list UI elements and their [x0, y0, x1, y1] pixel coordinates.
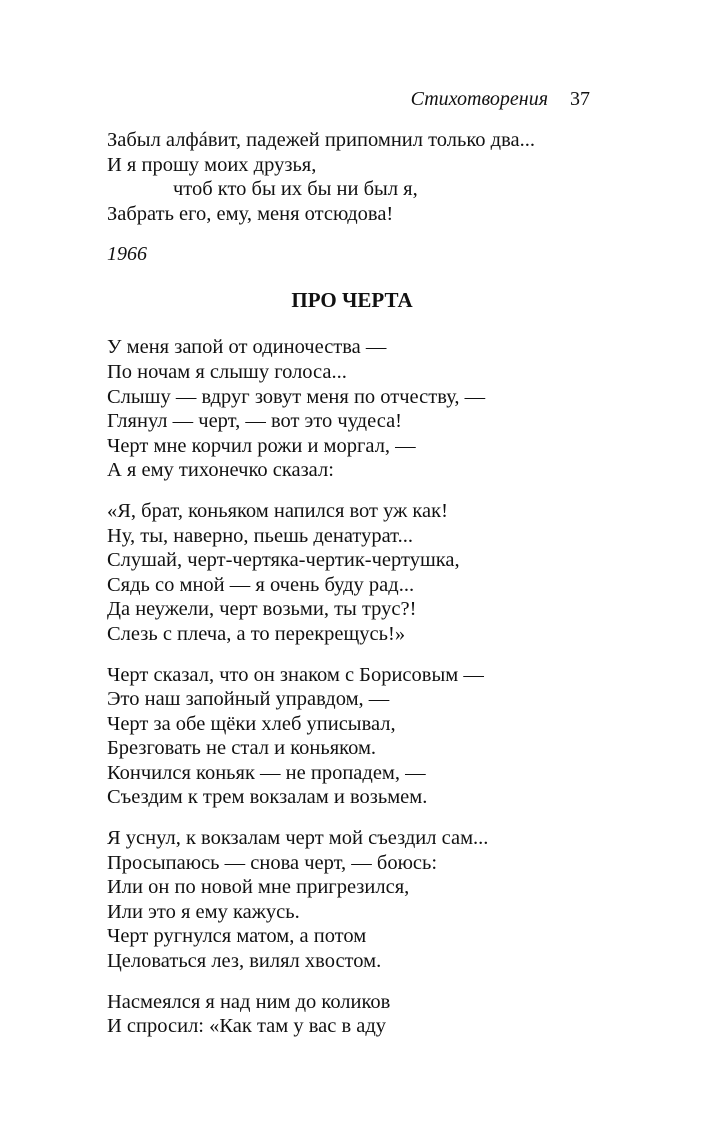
verse-line: А я ему тихонечко сказал:: [107, 459, 334, 482]
verse-line: Съездим к трем вокзалам и возьмем.: [107, 786, 428, 809]
verse-line: Ну, ты, наверно, пьешь денатурат...: [107, 524, 413, 547]
verse-line: Целоваться лез, вилял хвостом.: [107, 950, 382, 973]
verse-line: И спросил: «Как там у вас в аду: [107, 1015, 387, 1038]
running-head: [411, 88, 590, 111]
verse-line: Насмеялся я над ним до коликов: [107, 990, 391, 1013]
verse-line: И я прошу моих друзья,: [107, 153, 317, 176]
verse-line: Черт за обе щёки хлеб уписывал,: [107, 712, 396, 735]
verse-line: Кончился коньяк — не пропадем, —: [107, 761, 426, 784]
verse-line: чтоб кто бы их бы ни был я,: [173, 178, 418, 201]
verse-line: «Я, брат, коньяком напился вот уж как!: [107, 499, 448, 522]
verse-line: Я уснул, к вокзалам черт мой съездил сам...: [107, 827, 489, 850]
verse-line: Да неужели, черт возьми, ты трус?!: [107, 598, 417, 621]
verse-line: Слезь с плеча, а то перекрещусь!»: [107, 622, 406, 645]
verse-line: Забрать его, ему, меня отсюдова!: [107, 202, 394, 225]
verse-line: Черт сказал, что он знаком с Борисовым —: [107, 663, 484, 686]
poem-title: ПРО ЧЕРТА: [291, 288, 413, 313]
prev-poem-ending: [107, 128, 607, 226]
verse-line: Черт мне корчил рожи и моргал, —: [107, 434, 416, 457]
stanza: [107, 663, 607, 811]
stanza: [107, 990, 607, 1039]
verse-line: Слышу — вдруг зовут меня по отчеству, —: [107, 385, 486, 408]
verse-line: Или он по новой мне пригрезился,: [107, 876, 410, 899]
verse-line: Черт ругнулся матом, а потом: [107, 925, 367, 948]
page-number: 37: [570, 88, 590, 110]
verse-line: Просыпаюсь — снова черт, — боюсь:: [107, 851, 438, 874]
page-content: [107, 128, 607, 1055]
verse-line: Слушай, черт-чертяка-чертик-чертушка,: [107, 549, 460, 572]
poem-date: 1966: [107, 243, 147, 266]
verse-line: Это наш запойный управдом, —: [107, 688, 390, 711]
running-head-section: Стихотворения: [410, 88, 548, 110]
verse-line: Забыл алфáвит, падежей припомнил только два...: [107, 129, 535, 151]
verse-line: Глянул — черт, — вот это чудеса!: [107, 410, 402, 433]
verse-line: По ночам я слышу голоса...: [107, 360, 347, 383]
stanza: [107, 499, 607, 647]
verse-line: Брезговать не стал и коньяком.: [107, 737, 377, 760]
stanza: [107, 826, 607, 974]
verse-line: У меня запой от одиночества —: [107, 336, 387, 359]
verse-line: Или это я ему кажусь.: [107, 900, 300, 923]
verse-line: Сядь со мной — я очень буду рад...: [107, 573, 415, 596]
stanza: [107, 335, 607, 483]
